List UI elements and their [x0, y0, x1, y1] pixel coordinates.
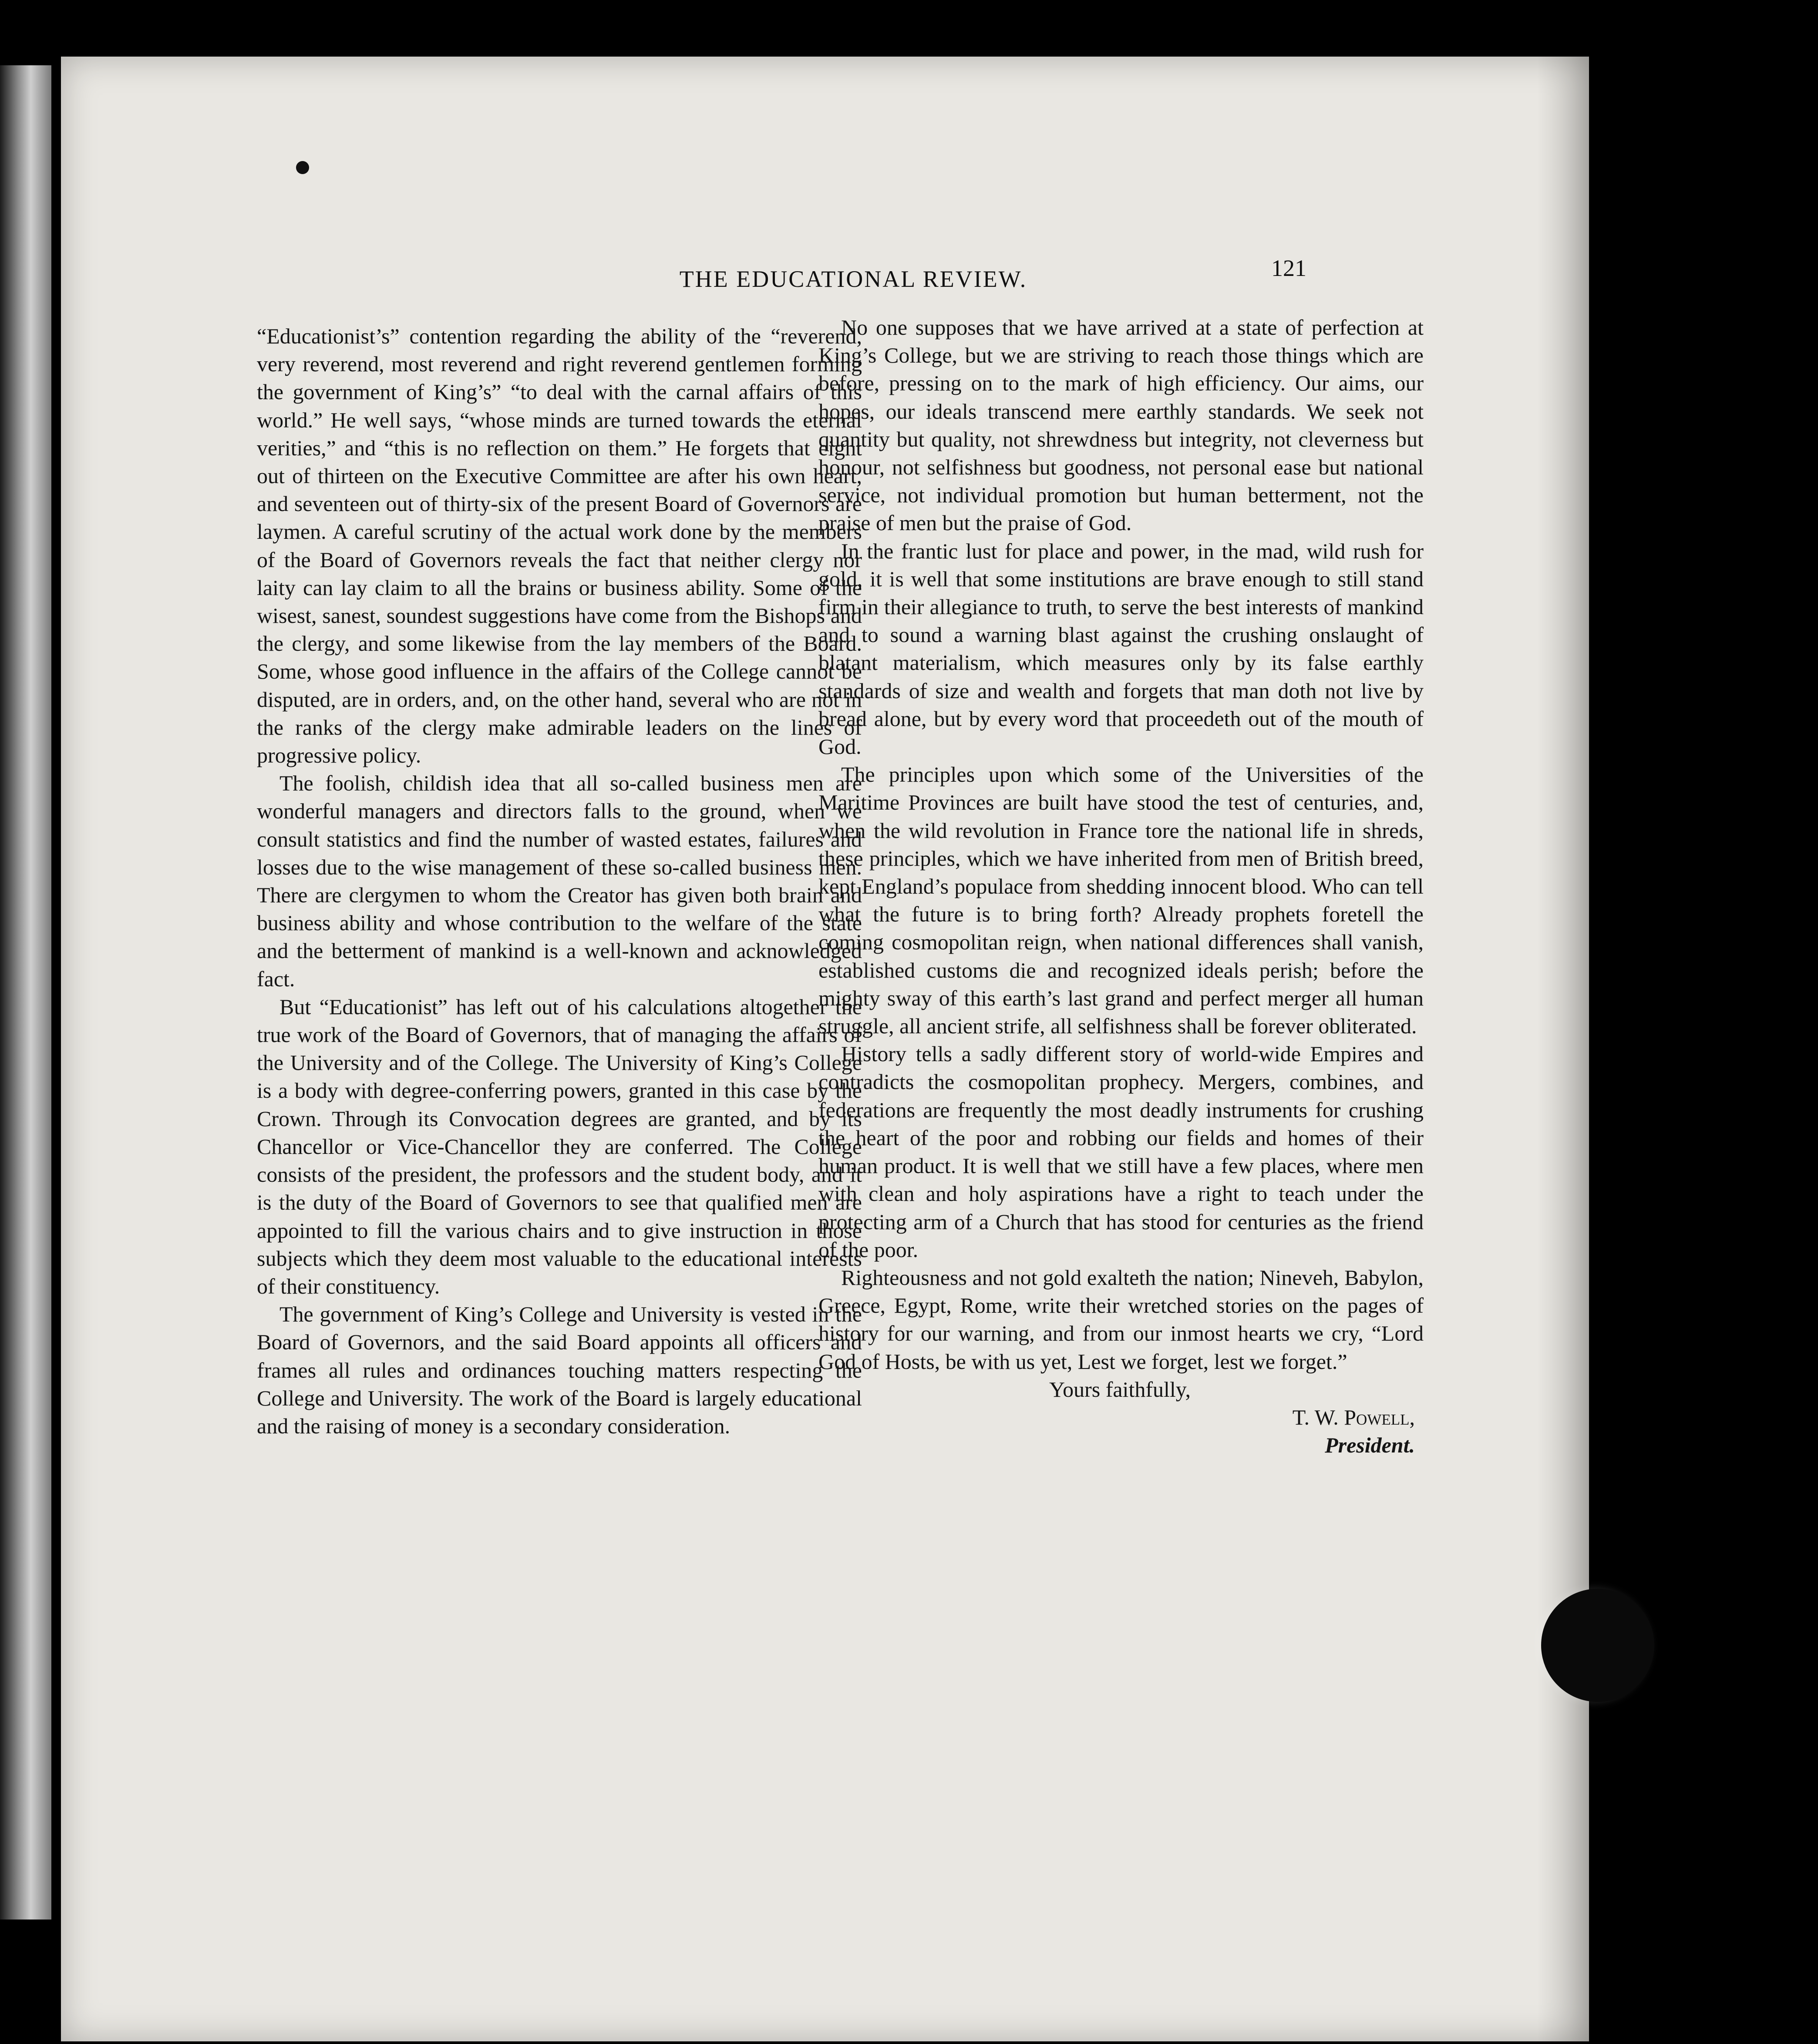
closing-salutation: Yours faithfully,	[1049, 1377, 1191, 1402]
right-paragraph-4: History tells a sadly different story of world-wide Empires and contradicts the cosmopolitan prophecy. Mergers, combines, and federations are frequently the most deadly instruments for crushing the heart of the poor and robbing our fields and homes of their human product. It is well that we still have a few places, where men with clean and holy aspirations have a right to teach under the protecting arm of a Church that has stood for centuries as the friend of the poor.	[818, 1042, 1424, 1262]
right-column	[818, 313, 1424, 1459]
left-paragraph-3: But “Educationist” has left out of his calculations altogether the true work of the Board of Governors, that of managing the affairs of the University and of the College. The University of King’s College is a body with degree-conferring powers, granted in this case by the Crown. Through its Convocation degrees are granted, and by its Chancellor or Vice-Chancellor they are conferred. The College consists of the president, the professors and the student body, and it is the duty of the Board of Governors to see that qualified men are appointed to fill the various chairs and to give instruction in those subjects which they deem most valuable to the educational interests of their constituency.	[257, 994, 862, 1298]
signature-title: President.	[1325, 1433, 1415, 1458]
book-left-edge	[0, 65, 51, 1920]
right-paragraph-2: In the frantic lust for place and power, in the mad, wild rush for gold, it is well that some institutions are brave enough to still stand firm in their allegiance to truth, to serve the best interests of mankind and to sound a warning blast against the crushing onslaught of blatant materialism, which measures only by its false earthly standards of size and wealth and forgets that man doth not live by bread alone, but by every word that proceedeth out of the mouth of God.	[818, 538, 1424, 759]
binder-clip	[1541, 1589, 1654, 1702]
page-number: 121	[1271, 255, 1306, 281]
left-column	[257, 322, 862, 1440]
right-paragraph-3: The principles upon which some of the Universities of the Maritime Provinces are built have stood the test of centuries, and, when the wild revolution in France tore the national life in shreds, these principles, which we have inherited from men of British breed, kept England’s populace from shedding innocent blood. Who can tell what the future is to bring forth? Already prophets foretell the coming cosmopolitan reign, when national differences shall vanish, established customs die and recognized ideals perish; before the mighty sway of this earth’s last grand and perfect merger all human struggle, all ancient strife, all selfishness shall be forever obliterated.	[818, 762, 1424, 1039]
left-paragraph-1: “Educationist’s” contention regarding the ability of the “reverend, very reverend, most reverend and right reverend gentlemen forming the government of King’s” “to deal with the carnal affairs of this world.” He well says, “whose minds are turned towards the eternal verities,” and “this is no reflection on them.” He forgets that eight out of thirteen on the Executive Committee are after his own heart, and seventeen out of thirty-six of the present Board of Governors are laymen. A careful scrutiny of the actual work done by the members of the Board of Governors reveals the fact that neither clergy nor laity can lay claim to all the brains or business ability. Some of the wisest, sanest, soundest suggestions have come from the Bishops and the clergy, and some likewise from the lay members of the Board. Some, whose good influence in the affairs of the College cannot be disputed, are in orders, and, on the other hand, several who are not in the ranks of the clergy make admirable leaders on the lines of progressive policy.	[257, 324, 862, 768]
scanned-page	[61, 57, 1589, 2041]
running-head: THE EDUCATIONAL REVIEW.	[679, 266, 1027, 292]
ink-spot	[296, 161, 309, 174]
left-paragraph-4: The government of King’s College and University is vested in the Board of Governors, and the said Board appoints all officers and frames all rules and ordinances touching matters respecting the College and University. The work of the Board is largely educational and the raising of money is a secondary consideration.	[257, 1302, 862, 1438]
right-paragraph-5: Righteousness and not gold exalteth the nation; Nineveh, Babylon, Greece, Egypt, Rome, write their wretched stories on the pages of history for our warning, and from our inmost hearts we cry, “Lord God of Hosts, be with us yet, Lest we forget, lest we forget.”	[818, 1265, 1424, 1374]
right-paragraph-1: No one supposes that we have arrived at a state of perfection at King’s College, but we are striving to reach those things which are before, pressing on to the mark of high efficiency. Our aims, our hopes, our ideals transcend mere earthly standards. We seek not quantity but quality, not shrewdness but integrity, not cleverness but honour, not selfishness but goodness, not personal ease but national service, not individual promotion but human betterment, not the praise of men but the praise of God.	[818, 315, 1424, 535]
signature-name: T. W. Powell,	[1292, 1405, 1415, 1429]
left-paragraph-2: The foolish, childish idea that all so-called business men are wonderful managers and directors falls to the ground, when we consult statistics and find the number of wasted estates, failures and losses due to the wise management of these so-called business men. There are clergymen to whom the Creator has given both brain and business ability and whose contribution to the welfare of the state and the betterment of mankind is a well-known and acknowledged fact.	[257, 771, 862, 991]
